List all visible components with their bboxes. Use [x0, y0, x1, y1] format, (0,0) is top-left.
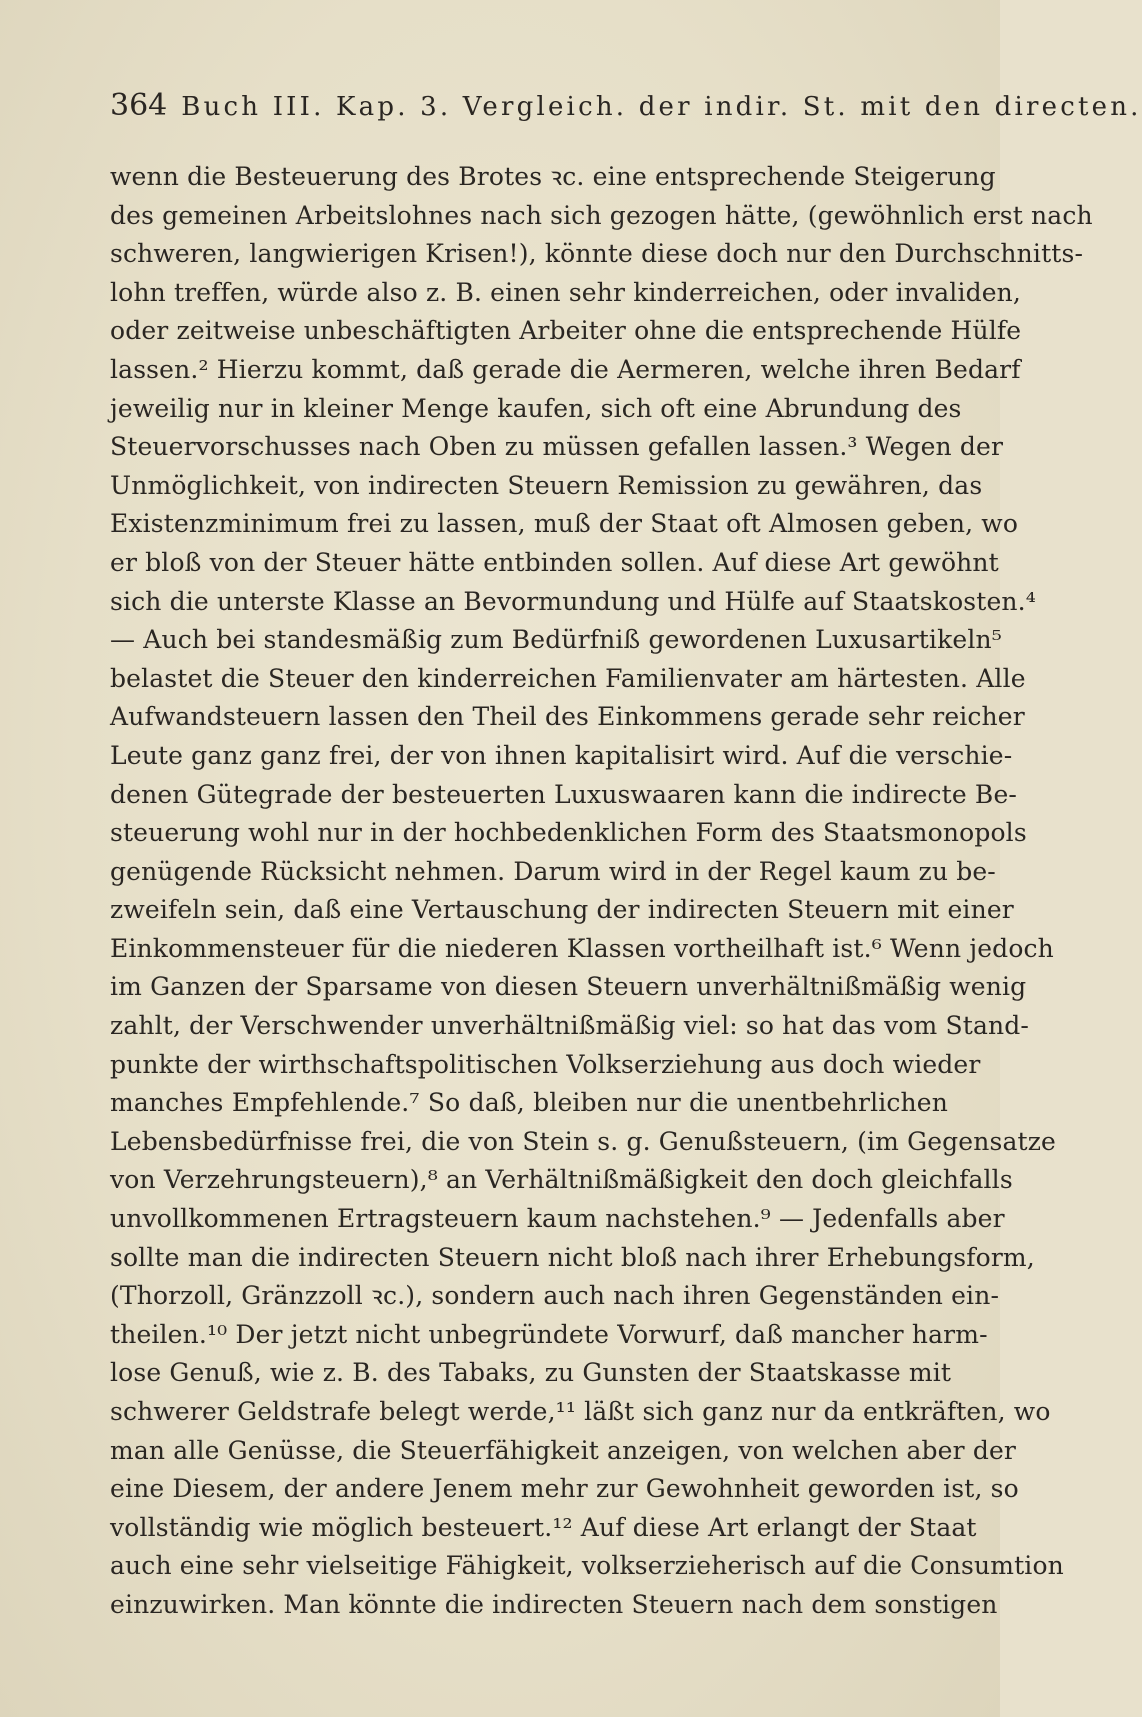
- text-line: eine Diesem, der andere Jenem mehr zur Gewohnheit geworden ist, so: [110, 1474, 1019, 1504]
- text-line: manches Empfehlende.⁷ So daß, bleiben nur die unentbehrlichen: [110, 1088, 948, 1118]
- text-line: von Verzehrungsteuern),⁸ an Verhältnißmäßigkeit den doch gleichfalls: [110, 1165, 1013, 1195]
- text-line: Unmöglichkeit, von indirecten Steuern Remission zu gewähren, das: [110, 470, 983, 500]
- text-line: Existenzminimum frei zu lassen, muß der Staat oft Almosen geben, wo: [110, 509, 1019, 539]
- text-line: lose Genuß, wie z. B. des Tabaks, zu Gunsten der Staatskasse mit: [110, 1358, 952, 1388]
- running-header-title: Buch III. Kap. 3. Vergleich. der indir. St. mit den directen.: [181, 92, 1142, 122]
- text-line: des gemeinen Arbeitslohnes nach sich gezogen hätte, (gewöhnlich erst nach: [110, 200, 1093, 230]
- text-line: im Ganzen der Sparsame von diesen Steuern unverhältnißmäßig wenig: [110, 972, 1027, 1002]
- text-line: theilen.¹⁰ Der jetzt nicht unbegründete Vorwurf, daß mancher harm-: [110, 1319, 988, 1349]
- text-line: genügende Rücksicht nehmen. Darum wird in der Regel kaum zu be-: [110, 856, 996, 886]
- text-line: zweifeln sein, daß eine Vertauschung der indirecten Steuern mit einer: [110, 895, 1014, 925]
- text-line: steuerung wohl nur in der hochbedenklichen Form des Staatsmonopols: [110, 818, 1027, 848]
- text-line: — Auch bei standesmäßig zum Bedürfniß gewordenen Luxusartikeln⁵: [110, 625, 1002, 655]
- text-line: Steuervorschusses nach Oben zu müssen gefallen lassen.³ Wegen der: [110, 432, 1004, 462]
- page-number: 364: [110, 88, 168, 123]
- text-line: oder zeitweise unbeschäftigten Arbeiter ohne die entsprechende Hülfe: [110, 316, 1022, 346]
- text-line: man alle Genüsse, die Steuerfähigkeit anzeigen, von welchen aber der: [110, 1435, 1017, 1465]
- text-line: belastet die Steuer den kinderreichen Familienvater am härtesten. Alle: [110, 663, 1026, 693]
- body-text: [110, 158, 1093, 1625]
- text-line: punkte der wirthschaftspolitischen Volkserziehung aus doch wieder: [110, 1049, 981, 1079]
- text-line: Lebensbedürfnisse frei, die von Stein s. g. Genußsteuern, (im Gegensatze: [110, 1126, 1057, 1156]
- running-header: [110, 88, 1142, 132]
- text-line: lassen.² Hierzu kommt, daß gerade die Aermeren, welche ihren Bedarf: [110, 354, 1021, 384]
- text-line: zahlt, der Verschwender unverhältnißmäßig viel: so hat das vom Stand-: [110, 1011, 1030, 1041]
- text-line: schwerer Geldstrafe belegt werde,¹¹ läßt sich ganz nur da entkräften, wo: [110, 1397, 1051, 1426]
- text-line: (Thorzoll, Gränzzoll ꝛc.), sondern auch nach ihren Gegenständen ein-: [110, 1281, 1000, 1311]
- text-line: auch eine sehr vielseitige Fähigkeit, volkserzieherisch auf die Consumtion: [110, 1551, 1064, 1581]
- text-line: denen Gütegrade der besteuerten Luxuswaaren kann die indirecte Be-: [110, 779, 1017, 809]
- text-line: sich die unterste Klasse an Bevormundung und Hülfe auf Staatskosten.⁴: [110, 586, 1036, 616]
- text-line: Einkommensteuer für die niederen Klassen vortheilhaft ist.⁶ Wenn jedoch: [110, 933, 1054, 963]
- text-line: Aufwandsteuern lassen den Theil des Einkommens gerade sehr reicher: [110, 702, 1025, 732]
- text-line: jeweilig nur in kleiner Menge kaufen, sich oft eine Abrundung des: [110, 393, 962, 423]
- text-line: unvollkommenen Ertragsteuern kaum nachstehen.⁹ — Jedenfalls aber: [110, 1204, 1005, 1234]
- text-line: einzuwirken. Man könnte die indirecten Steuern nach dem sonstigen: [110, 1589, 998, 1619]
- text-line: schweren, langwierigen Krisen!), könnte diese doch nur den Durchschnitts-: [110, 239, 1084, 269]
- text-line: er bloß von der Steuer hätte entbinden sollen. Auf diese Art gewöhnt: [110, 547, 999, 577]
- text-line: vollständig wie möglich besteuert.¹² Auf diese Art erlangt der Staat: [110, 1512, 977, 1542]
- text-line: lohn treffen, würde also z. B. einen sehr kinderreichen, oder invaliden,: [110, 277, 1022, 307]
- text-line: Leute ganz ganz frei, der von ihnen kapitalisirt wird. Auf die verschie-: [110, 740, 1013, 770]
- text-line: wenn die Besteuerung des Brotes ꝛc. eine entsprechende Steigerung: [110, 162, 996, 191]
- text-line: sollte man die indirecten Steuern nicht bloß nach ihrer Erhebungsform,: [110, 1242, 1035, 1272]
